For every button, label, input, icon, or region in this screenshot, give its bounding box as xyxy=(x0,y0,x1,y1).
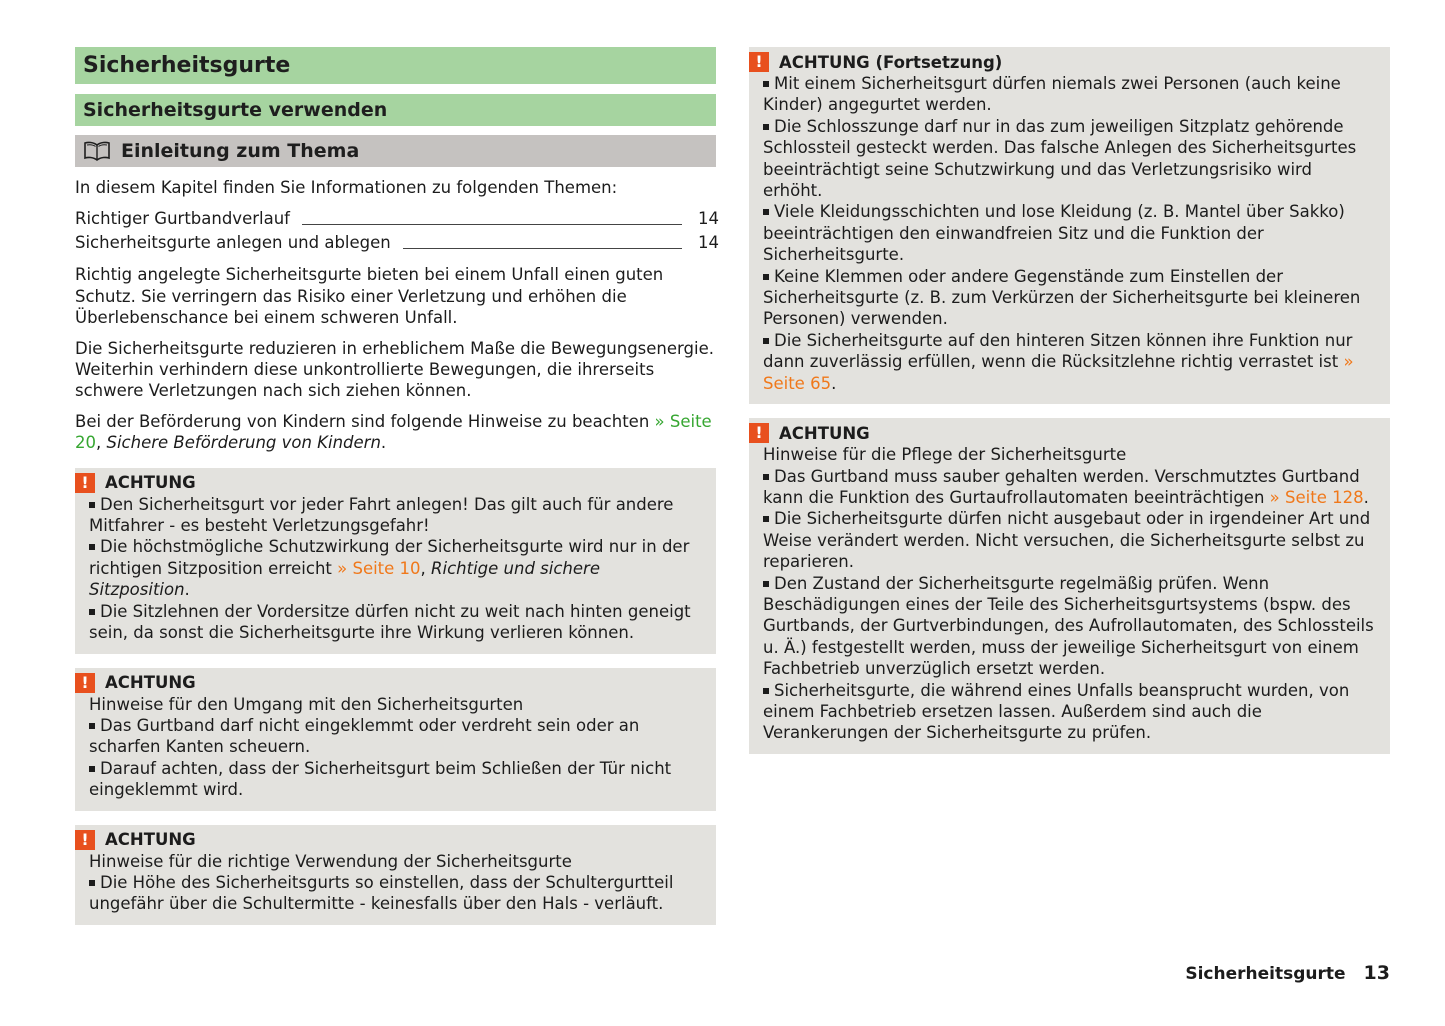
bullet-text: Das Gurtband darf nicht eingeklemmt oder verdreht sein oder an scharfen Kanten scheuern. xyxy=(89,715,640,757)
paragraph-text: Bei der Beförderung von Kindern sind folgende Hinweise zu beachten xyxy=(75,411,655,431)
bullet-icon xyxy=(89,880,95,886)
topic-entry[interactable] xyxy=(75,207,719,231)
bullet-item xyxy=(763,680,1376,744)
footer-title: Sicherheitsgurte xyxy=(1185,964,1346,984)
bullet-icon xyxy=(763,209,769,215)
exclamation-warning-icon: ! xyxy=(75,473,95,493)
warning-box xyxy=(75,825,716,925)
topic-label: Richtiger Gurtbandverlauf xyxy=(75,209,290,229)
bullet-text: Die höchstmögliche Schutzwirkung der Sicherheitsgurte wird nur in der richtigen Sitzposition erreicht xyxy=(89,537,690,578)
warning-header xyxy=(75,472,702,494)
bullet-text: Keine Klemmen oder andere Gegenstände zum Einstellen der Sicherheitsgurte (z. B. zum Verkürzen der Sicherheitsgurte bei kleineren Personen) verwenden. xyxy=(763,266,1361,329)
paragraph: Die Sicherheitsgurte reduzieren in erheblichem Maße die Bewegungsenergie. Weiterhin verhindern diese unkontrollierte Bewegungen, die ihrerseits schwere Verletzungen nach sich ziehen können. xyxy=(75,338,714,401)
page-footer xyxy=(1185,962,1390,984)
bullet-icon xyxy=(763,124,769,130)
exclamation-warning-icon: ! xyxy=(749,423,769,443)
topic-page: 14 xyxy=(698,233,719,253)
bullet-icon xyxy=(89,766,95,772)
bullet-item xyxy=(89,872,702,915)
bullet-item xyxy=(763,266,1376,330)
leader-line xyxy=(403,248,682,249)
warning-lead: Hinweise für die Pflege der Sicherheitsgurte xyxy=(763,445,1127,465)
bullet-item: Die höchstmögliche Schutzwirkung der Sicherheitsgurte wird nur in der richtigen Sitzposition erreicht » Seite 10, Richtige und sichere Sitzposition. xyxy=(89,537,690,600)
bullet-icon xyxy=(763,516,769,522)
bullet-icon xyxy=(89,723,95,729)
topic-page: 14 xyxy=(698,209,719,229)
bullet-text: Die Höhe des Sicherheitsgurts so einstellen, dass der Schultergurtteil ungefähr über die Schultermitte - keinesfalls über den Hals - verläuft. xyxy=(89,872,674,914)
warning-title: ACHTUNG xyxy=(105,830,196,850)
topic-list xyxy=(75,207,719,255)
link-title: Sichere Beförderung von Kindern xyxy=(106,433,381,453)
bullet-icon xyxy=(763,688,769,694)
bullet-text: Mit einem Sicherheitsgurt dürfen niemals zwei Personen (auch keine Kinder) angegurtet werden. xyxy=(763,74,1341,115)
warning-title: ACHTUNG xyxy=(105,673,196,692)
bullet-icon xyxy=(89,502,95,508)
topic-label: Sicherheitsgurte anlegen und ablegen xyxy=(75,233,391,253)
intro-text: In diesem Kapitel finden Sie Informationen zu folgenden Themen: xyxy=(75,178,618,197)
bullet-item xyxy=(763,508,1376,572)
bullet-text: Viele Kleidungsschichten und lose Kleidung (z. B. Mantel über Sakko) beeinträchtigen den einwandfreien Sitz und die Funktion der Sicherheitsgurte. xyxy=(763,202,1345,265)
bullet-text: Das Gurtband muss sauber gehalten werden. Verschmutztes Gurtband kann die Funktion des Gurtaufrollautomaten beeinträchtigen xyxy=(763,466,1360,507)
bullet-item: Das Gurtband muss sauber gehalten werden. Verschmutztes Gurtband kann die Funktion des Gurtaufrollautomaten beeinträchtigen » Seite 128. xyxy=(763,466,1369,507)
warning-header xyxy=(749,51,1376,73)
bullet-item xyxy=(763,73,1376,116)
page-number: 13 xyxy=(1363,962,1390,984)
warning-header xyxy=(75,829,702,851)
page-link[interactable]: » Seite 128 xyxy=(1269,487,1364,507)
bullet-text: Sicherheitsgurte, die während eines Unfalls beansprucht wurden, von einem Fachbetrieb ersetzen lassen. Außerdem sind auch die Verankerungen der Sicherheitsgurte zu prüfen. xyxy=(763,680,1350,743)
chapter-heading: Sicherheitsgurte xyxy=(75,47,716,84)
warning-box xyxy=(749,47,1390,404)
bullet-icon xyxy=(89,609,95,615)
warning-header xyxy=(749,422,1376,444)
warning-box xyxy=(75,468,716,654)
bullet-text: Die Schlosszunge darf nur in das zum jeweiligen Sitzplatz gehörende Schlossteil gesteckt werden. Das falsche Anlegen des Sicherheitsgurtes beeinträchtigt seine Schutzwirkung und das Verletzungsrisiko wird erhöht. xyxy=(763,116,1357,201)
topic-entry[interactable] xyxy=(75,231,719,255)
paragraph: Bei der Beförderung von Kindern sind folgende Hinweise zu beachten » Seite 20, Sichere Beförderung von Kindern. xyxy=(75,411,712,453)
bullet-icon xyxy=(763,474,769,480)
warning-box xyxy=(749,418,1390,754)
warning-header xyxy=(75,672,702,694)
left-column xyxy=(75,47,719,925)
right-column xyxy=(749,47,1390,754)
warning-title: ACHTUNG (Fortsetzung) xyxy=(779,52,1003,72)
bullet-item xyxy=(89,715,702,758)
subsection-heading-label: Einleitung zum Thema xyxy=(121,140,360,162)
bullet-icon xyxy=(763,581,769,587)
exclamation-warning-icon: ! xyxy=(75,673,95,693)
warning-box xyxy=(75,668,716,811)
paragraph-text: . xyxy=(380,433,387,453)
bullet-item xyxy=(763,201,1376,265)
exclamation-warning-icon: ! xyxy=(75,830,95,850)
page-link[interactable]: » Seite 65 xyxy=(763,352,1354,393)
warning-lead: Hinweise für die richtige Verwendung der Sicherheitsgurte xyxy=(89,851,572,871)
bullet-item: Die Sicherheitsgurte auf den hinteren Sitzen können ihre Funktion nur dann zuverlässig erfüllen, wenn die Rücksitzlehne richtig verrastet ist » Seite 65. xyxy=(763,330,1354,393)
leader-line xyxy=(302,224,682,225)
warning-title: ACHTUNG xyxy=(779,423,870,443)
bullet-icon xyxy=(763,338,769,344)
subsection-heading xyxy=(75,135,716,167)
page-link[interactable]: » Seite 10 xyxy=(337,558,421,578)
exclamation-warning-icon: ! xyxy=(749,52,769,72)
bullet-text: Die Sicherheitsgurte dürfen nicht ausgebaut oder in irgendeiner Art und Weise verändert werden. Nicht versuchen, die Sicherheitsgurte selbst zu reparieren. xyxy=(763,509,1371,572)
bullet-text: Den Sicherheitsgurt vor jeder Fahrt anlegen! Das gilt auch für andere Mitfahrer - es besteht Verletzungsgefahr! xyxy=(89,494,674,536)
bullet-icon xyxy=(763,274,769,280)
paragraph: Richtig angelegte Sicherheitsgurte bieten bei einem Unfall einen guten Schutz. Sie verringern das Risiko einer Verletzung und erhöhen die Überlebenschance bei einem schweren Unfall. xyxy=(75,265,664,328)
bullet-item xyxy=(763,573,1376,680)
bullet-text: Darauf achten, dass der Sicherheitsgurt beim Schließen der Tür nicht eingeklemmt wird. xyxy=(89,758,672,800)
bullet-icon xyxy=(89,544,95,550)
bullet-text: Die Sicherheitsgurte auf den hinteren Sitzen können ihre Funktion nur dann zuverlässig erfüllen, wenn die Rücksitzlehne richtig verrastet ist xyxy=(763,330,1353,372)
bullet-item xyxy=(763,116,1376,202)
bullet-item xyxy=(89,494,702,537)
bullet-item xyxy=(89,758,702,801)
bullet-text: Die Sitzlehnen der Vordersitze dürfen nicht zu weit nach hinten geneigt sein, da sonst die Sicherheitsgurte ihre Wirkung verlieren können. xyxy=(89,601,691,643)
section-heading: Sicherheitsgurte verwenden xyxy=(75,94,716,126)
warning-lead: Hinweise für den Umgang mit den Sicherheitsgurten xyxy=(89,694,524,714)
bullet-text: Den Zustand der Sicherheitsgurte regelmäßig prüfen. Wenn Beschädigungen eines der Teile des Sicherheitsgurtsystems (bspw. des Gurtbands, der Gurtverbindungen, des Aufrollautomaten, des Schlossteils u. Ä.) festgestellt werden, muss der jeweilige Sicherheitsgurt von einem Fachbetrieb unverzüglich ersetzt werden. xyxy=(763,573,1374,679)
link-title: Richtige und sichere Sitzposition xyxy=(89,558,600,600)
page-link[interactable]: » Seite 20 xyxy=(75,411,712,453)
bullet-icon xyxy=(763,81,769,87)
warning-title: ACHTUNG xyxy=(105,473,196,493)
bullet-item xyxy=(89,601,702,644)
open-book-icon xyxy=(83,141,111,161)
